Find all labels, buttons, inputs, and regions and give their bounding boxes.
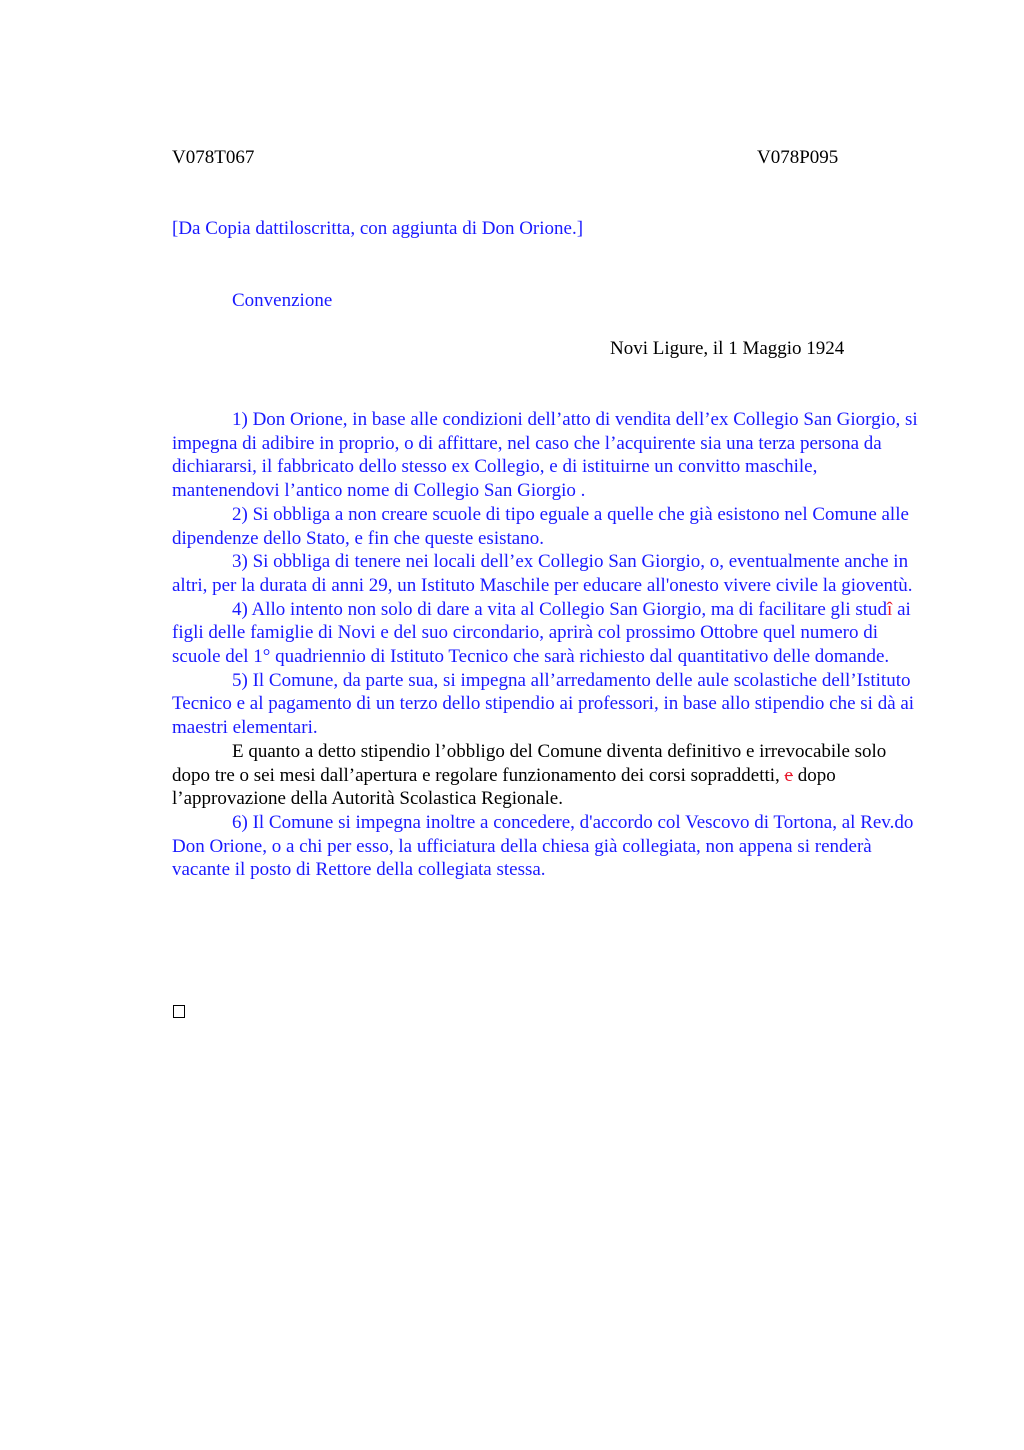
paragraph-2: 2) Si obbliga a non creare scuole di tipo eguale a quelle che già esistono nel Comune alle dipendenze dello Stato, e fin che queste esistano. <box>172 503 909 549</box>
document-title: Convenzione <box>232 290 333 311</box>
paragraph-4 <box>172 598 920 669</box>
paragraph-4-start: 4) Allo intento non solo di dare a vita al Collegio San Giorgio, ma di facilitare gli stud <box>232 598 888 620</box>
empty-checkbox-glyph <box>173 1005 185 1018</box>
paragraph-3: 3) Si obbliga di tenere nei locali dell’ex Collegio San Giorgio, o, eventualmente anche in altri, per la durata di anni 29, un Istituto Maschile per educare all'onesto vivere civile la gioventù. <box>172 551 913 596</box>
paragraph-6: 6) Il Comune si impegna inoltre a concedere, d'accordo col Vescovo di Tortona, al Rev.do Don Orione, o a chi per esso, la ufficiatura della chiesa già collegiata, non appena si renderà vacante il posto di Rettore della collegiata stessa. <box>172 811 914 881</box>
document-code-left: V078T067 <box>172 147 255 168</box>
paragraph-1: 1) Don Orione, in base alle condizioni dell’atto di vendita dell’ex Collegio San Giorgio, si impegna di adibire in proprio, o di affittare, nel caso che l’acquirente sia una terza persona da dichiararsi, il fabbricato dello stesso ex Collegio, e di istituirne un convitto maschile, mantenendovi l’antico nome di Collegio San Giorgio . <box>172 409 918 502</box>
document-body <box>172 408 920 882</box>
paragraph-5-addendum-end: dopo l’approvazione della Autorità Scolastica Regionale. <box>172 764 836 810</box>
paragraph-5-addendum <box>172 740 920 811</box>
paragraph-5-addendum-start: E quanto a detto stipendio l’obbligo del Comune diventa definitivo e irrevocabile solo dopo tre o sei mesi dall’apertura e regolare funzionamento dei corsi sopraddetti, <box>172 740 887 786</box>
struck-word: e <box>784 764 793 786</box>
correction-mark: î <box>887 598 893 620</box>
document-code-right: V078P095 <box>757 147 839 168</box>
paragraph-5: 5) Il Comune, da parte sua, si impegna all’arredamento delle aule scolastiche dell’Istituto Tecnico e al pagamento di un terzo dello stipendio ai professori, in base allo stipendio che si dà ai maestri elementari. <box>172 669 915 739</box>
dateline: Novi Ligure, il 1 Maggio 1924 <box>610 338 845 359</box>
source-note: [Da Copia dattiloscritta, con aggiunta di Don Orione.] <box>172 218 584 239</box>
paragraph-4-end: ai figli delle famiglie di Novi e del suo circondario, aprirà col prossimo Ottobre quel numero di scuole del 1° quadriennio di Istituto Tecnico che sarà richiesto dal quantitativo delle domande. <box>172 598 911 668</box>
